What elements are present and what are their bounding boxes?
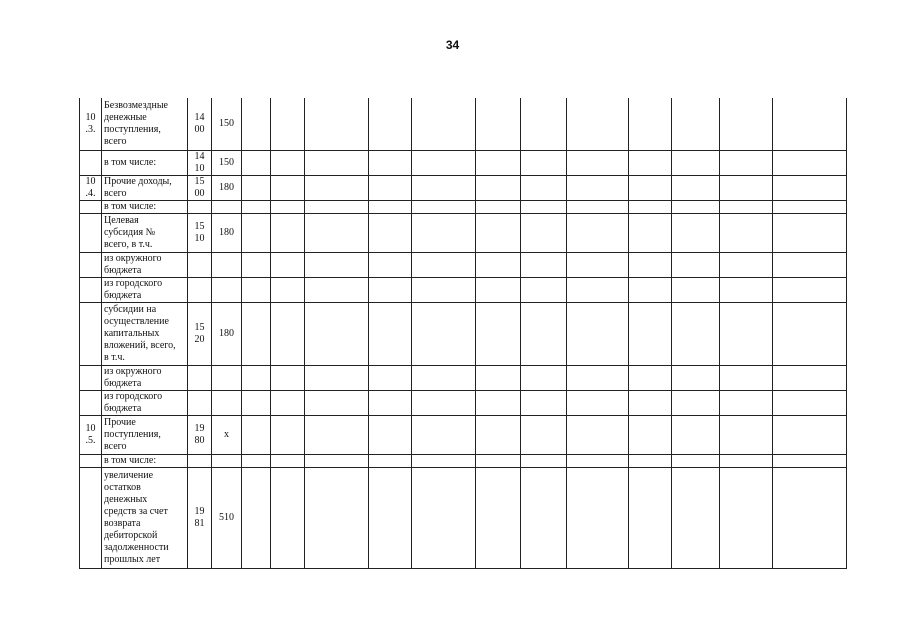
amount-cell — [412, 200, 476, 213]
amount-cell — [242, 467, 271, 568]
amount-cell — [412, 213, 476, 252]
amount-cell — [672, 390, 720, 415]
row-number-cell: 10 .3. — [80, 98, 102, 150]
amount-cell — [672, 175, 720, 200]
amount-cell — [369, 175, 412, 200]
table-row — [80, 415, 847, 454]
amount-cell — [305, 415, 369, 454]
amount-cell — [629, 467, 672, 568]
amount-cell — [242, 252, 271, 277]
table-row — [80, 150, 847, 175]
amount-cell — [412, 150, 476, 175]
amount-cell — [369, 150, 412, 175]
amount-cell — [720, 213, 773, 252]
amount-cell — [773, 365, 847, 390]
line-code-cell — [188, 454, 212, 467]
amount-cell — [672, 98, 720, 150]
amount-cell — [242, 365, 271, 390]
line-code-cell: 15 00 — [188, 175, 212, 200]
amount-cell — [476, 415, 521, 454]
amount-cell — [629, 454, 672, 467]
amount-cell — [521, 365, 567, 390]
amount-cell — [672, 365, 720, 390]
amount-cell — [521, 302, 567, 365]
amount-cell — [773, 98, 847, 150]
amount-cell — [271, 213, 305, 252]
amount-cell — [476, 390, 521, 415]
amount-cell — [476, 365, 521, 390]
classification-code-cell: 180 — [212, 302, 242, 365]
table-row — [80, 390, 847, 415]
amount-cell — [412, 467, 476, 568]
amount-cell — [567, 302, 629, 365]
amount-cell — [412, 252, 476, 277]
amount-cell — [720, 415, 773, 454]
amount-cell — [271, 365, 305, 390]
amount-cell — [369, 467, 412, 568]
amount-cell — [720, 150, 773, 175]
amount-cell — [672, 467, 720, 568]
line-code-cell — [188, 252, 212, 277]
amount-cell — [773, 302, 847, 365]
table-row — [80, 277, 847, 302]
indicator-name-cell: Прочие доходы, всего — [102, 175, 188, 200]
classification-code-cell — [212, 390, 242, 415]
classification-code-cell: 180 — [212, 213, 242, 252]
amount-cell — [521, 98, 567, 150]
amount-cell — [412, 302, 476, 365]
classification-code-cell — [212, 365, 242, 390]
amount-cell — [242, 302, 271, 365]
table-row — [80, 302, 847, 365]
row-number-cell — [80, 454, 102, 467]
amount-cell — [672, 252, 720, 277]
amount-cell — [720, 277, 773, 302]
amount-cell — [412, 454, 476, 467]
classification-code-cell: 180 — [212, 175, 242, 200]
line-code-cell: 14 00 — [188, 98, 212, 150]
table-row — [80, 98, 847, 150]
amount-cell — [672, 302, 720, 365]
table-row — [80, 365, 847, 390]
amount-cell — [720, 200, 773, 213]
line-code-cell — [188, 390, 212, 415]
amount-cell — [567, 200, 629, 213]
amount-cell — [476, 175, 521, 200]
amount-cell — [305, 454, 369, 467]
line-code-cell: 19 81 — [188, 467, 212, 568]
indicator-name-cell: Безвозмездные денежные поступления, всего — [102, 98, 188, 150]
table-row — [80, 467, 847, 568]
amount-cell — [629, 415, 672, 454]
indicator-name-cell: из городского бюджета — [102, 390, 188, 415]
amount-cell — [242, 98, 271, 150]
classification-code-cell — [212, 252, 242, 277]
amount-cell — [271, 252, 305, 277]
row-number-cell — [80, 213, 102, 252]
amount-cell — [521, 277, 567, 302]
amount-cell — [629, 213, 672, 252]
amount-cell — [629, 200, 672, 213]
amount-cell — [476, 454, 521, 467]
amount-cell — [672, 200, 720, 213]
amount-cell — [271, 98, 305, 150]
amount-cell — [567, 175, 629, 200]
amount-cell — [271, 175, 305, 200]
amount-cell — [672, 415, 720, 454]
amount-cell — [720, 467, 773, 568]
amount-cell — [773, 415, 847, 454]
row-number-cell — [80, 150, 102, 175]
amount-cell — [369, 277, 412, 302]
report-table — [79, 98, 847, 569]
amount-cell — [720, 390, 773, 415]
amount-cell — [412, 277, 476, 302]
amount-cell — [567, 415, 629, 454]
amount-cell — [720, 365, 773, 390]
amount-cell — [476, 467, 521, 568]
line-code-cell: 19 80 — [188, 415, 212, 454]
line-code-cell — [188, 365, 212, 390]
amount-cell — [369, 415, 412, 454]
row-number-cell — [80, 200, 102, 213]
amount-cell — [521, 390, 567, 415]
amount-cell — [773, 200, 847, 213]
amount-cell — [521, 213, 567, 252]
amount-cell — [369, 252, 412, 277]
amount-cell — [629, 365, 672, 390]
classification-code-cell — [212, 200, 242, 213]
amount-cell — [305, 277, 369, 302]
amount-cell — [242, 150, 271, 175]
row-number-cell — [80, 252, 102, 277]
amount-cell — [773, 213, 847, 252]
row-number-cell: 10 .5. — [80, 415, 102, 454]
indicator-name-cell: субсидии на осуществление капитальных вложений, всего, в т.ч. — [102, 302, 188, 365]
table-row — [80, 213, 847, 252]
amount-cell — [521, 200, 567, 213]
amount-cell — [271, 415, 305, 454]
amount-cell — [773, 454, 847, 467]
amount-cell — [271, 150, 305, 175]
amount-cell — [773, 175, 847, 200]
amount-cell — [567, 454, 629, 467]
table-row — [80, 454, 847, 467]
amount-cell — [305, 213, 369, 252]
classification-code-cell: 150 — [212, 98, 242, 150]
amount-cell — [773, 467, 847, 568]
classification-code-cell: х — [212, 415, 242, 454]
amount-cell — [567, 213, 629, 252]
amount-cell — [305, 390, 369, 415]
amount-cell — [305, 365, 369, 390]
indicator-name-cell: Прочие поступления, всего — [102, 415, 188, 454]
amount-cell — [412, 390, 476, 415]
amount-cell — [476, 213, 521, 252]
amount-cell — [271, 277, 305, 302]
amount-cell — [369, 302, 412, 365]
table-row — [80, 200, 847, 213]
amount-cell — [242, 213, 271, 252]
amount-cell — [369, 390, 412, 415]
amount-cell — [242, 390, 271, 415]
amount-cell — [567, 150, 629, 175]
amount-cell — [242, 200, 271, 213]
row-number-cell — [80, 277, 102, 302]
amount-cell — [305, 467, 369, 568]
amount-cell — [242, 454, 271, 467]
amount-cell — [672, 213, 720, 252]
amount-cell — [412, 175, 476, 200]
amount-cell — [369, 200, 412, 213]
indicator-name-cell: в том числе: — [102, 150, 188, 175]
line-code-cell: 14 10 — [188, 150, 212, 175]
amount-cell — [271, 454, 305, 467]
row-number-cell — [80, 302, 102, 365]
table-row — [80, 252, 847, 277]
amount-cell — [369, 98, 412, 150]
indicator-name-cell: из городского бюджета — [102, 277, 188, 302]
amount-cell — [629, 252, 672, 277]
amount-cell — [521, 175, 567, 200]
amount-cell — [720, 252, 773, 277]
classification-code-cell — [212, 454, 242, 467]
amount-cell — [476, 150, 521, 175]
amount-cell — [567, 252, 629, 277]
page-number: 34 — [445, 38, 460, 52]
line-code-cell: 15 10 — [188, 213, 212, 252]
amount-cell — [720, 454, 773, 467]
amount-cell — [521, 415, 567, 454]
classification-code-cell: 510 — [212, 467, 242, 568]
amount-cell — [242, 277, 271, 302]
table-row — [80, 175, 847, 200]
indicator-name-cell: в том числе: — [102, 200, 188, 213]
amount-cell — [773, 277, 847, 302]
amount-cell — [629, 390, 672, 415]
amount-cell — [305, 252, 369, 277]
line-code-cell — [188, 200, 212, 213]
amount-cell — [242, 175, 271, 200]
classification-code-cell — [212, 277, 242, 302]
indicator-name-cell: из окружного бюджета — [102, 252, 188, 277]
row-number-cell — [80, 467, 102, 568]
amount-cell — [629, 277, 672, 302]
indicator-name-cell: увеличение остатков денежных средств за счет возврата дебиторской задолженности прошлых лет — [102, 467, 188, 568]
amount-cell — [305, 200, 369, 213]
amount-cell — [305, 150, 369, 175]
amount-cell — [672, 277, 720, 302]
amount-cell — [271, 302, 305, 365]
row-number-cell: 10 .4. — [80, 175, 102, 200]
amount-cell — [567, 98, 629, 150]
row-number-cell — [80, 390, 102, 415]
amount-cell — [567, 277, 629, 302]
amount-cell — [672, 454, 720, 467]
amount-cell — [476, 302, 521, 365]
amount-cell — [369, 213, 412, 252]
line-code-cell: 15 20 — [188, 302, 212, 365]
amount-cell — [773, 390, 847, 415]
amount-cell — [305, 302, 369, 365]
amount-cell — [672, 150, 720, 175]
amount-cell — [412, 415, 476, 454]
amount-cell — [720, 175, 773, 200]
amount-cell — [567, 365, 629, 390]
amount-cell — [305, 175, 369, 200]
amount-cell — [476, 252, 521, 277]
amount-cell — [629, 175, 672, 200]
amount-cell — [720, 302, 773, 365]
amount-cell — [567, 390, 629, 415]
amount-cell — [773, 150, 847, 175]
amount-cell — [369, 365, 412, 390]
amount-cell — [629, 150, 672, 175]
amount-cell — [629, 302, 672, 365]
amount-cell — [412, 365, 476, 390]
amount-cell — [521, 467, 567, 568]
amount-cell — [720, 98, 773, 150]
amount-cell — [476, 200, 521, 213]
indicator-name-cell: Целевая субсидия № всего, в т.ч. — [102, 213, 188, 252]
amount-cell — [567, 467, 629, 568]
amount-cell — [521, 252, 567, 277]
amount-cell — [773, 252, 847, 277]
amount-cell — [271, 467, 305, 568]
amount-cell — [521, 150, 567, 175]
amount-cell — [521, 454, 567, 467]
amount-cell — [271, 390, 305, 415]
amount-cell — [369, 454, 412, 467]
amount-cell — [629, 98, 672, 150]
amount-cell — [305, 98, 369, 150]
classification-code-cell: 150 — [212, 150, 242, 175]
amount-cell — [242, 415, 271, 454]
indicator-name-cell: из окружного бюджета — [102, 365, 188, 390]
amount-cell — [271, 200, 305, 213]
indicator-name-cell: в том числе: — [102, 454, 188, 467]
amount-cell — [412, 98, 476, 150]
amount-cell — [476, 277, 521, 302]
row-number-cell — [80, 365, 102, 390]
amount-cell — [476, 98, 521, 150]
line-code-cell — [188, 277, 212, 302]
